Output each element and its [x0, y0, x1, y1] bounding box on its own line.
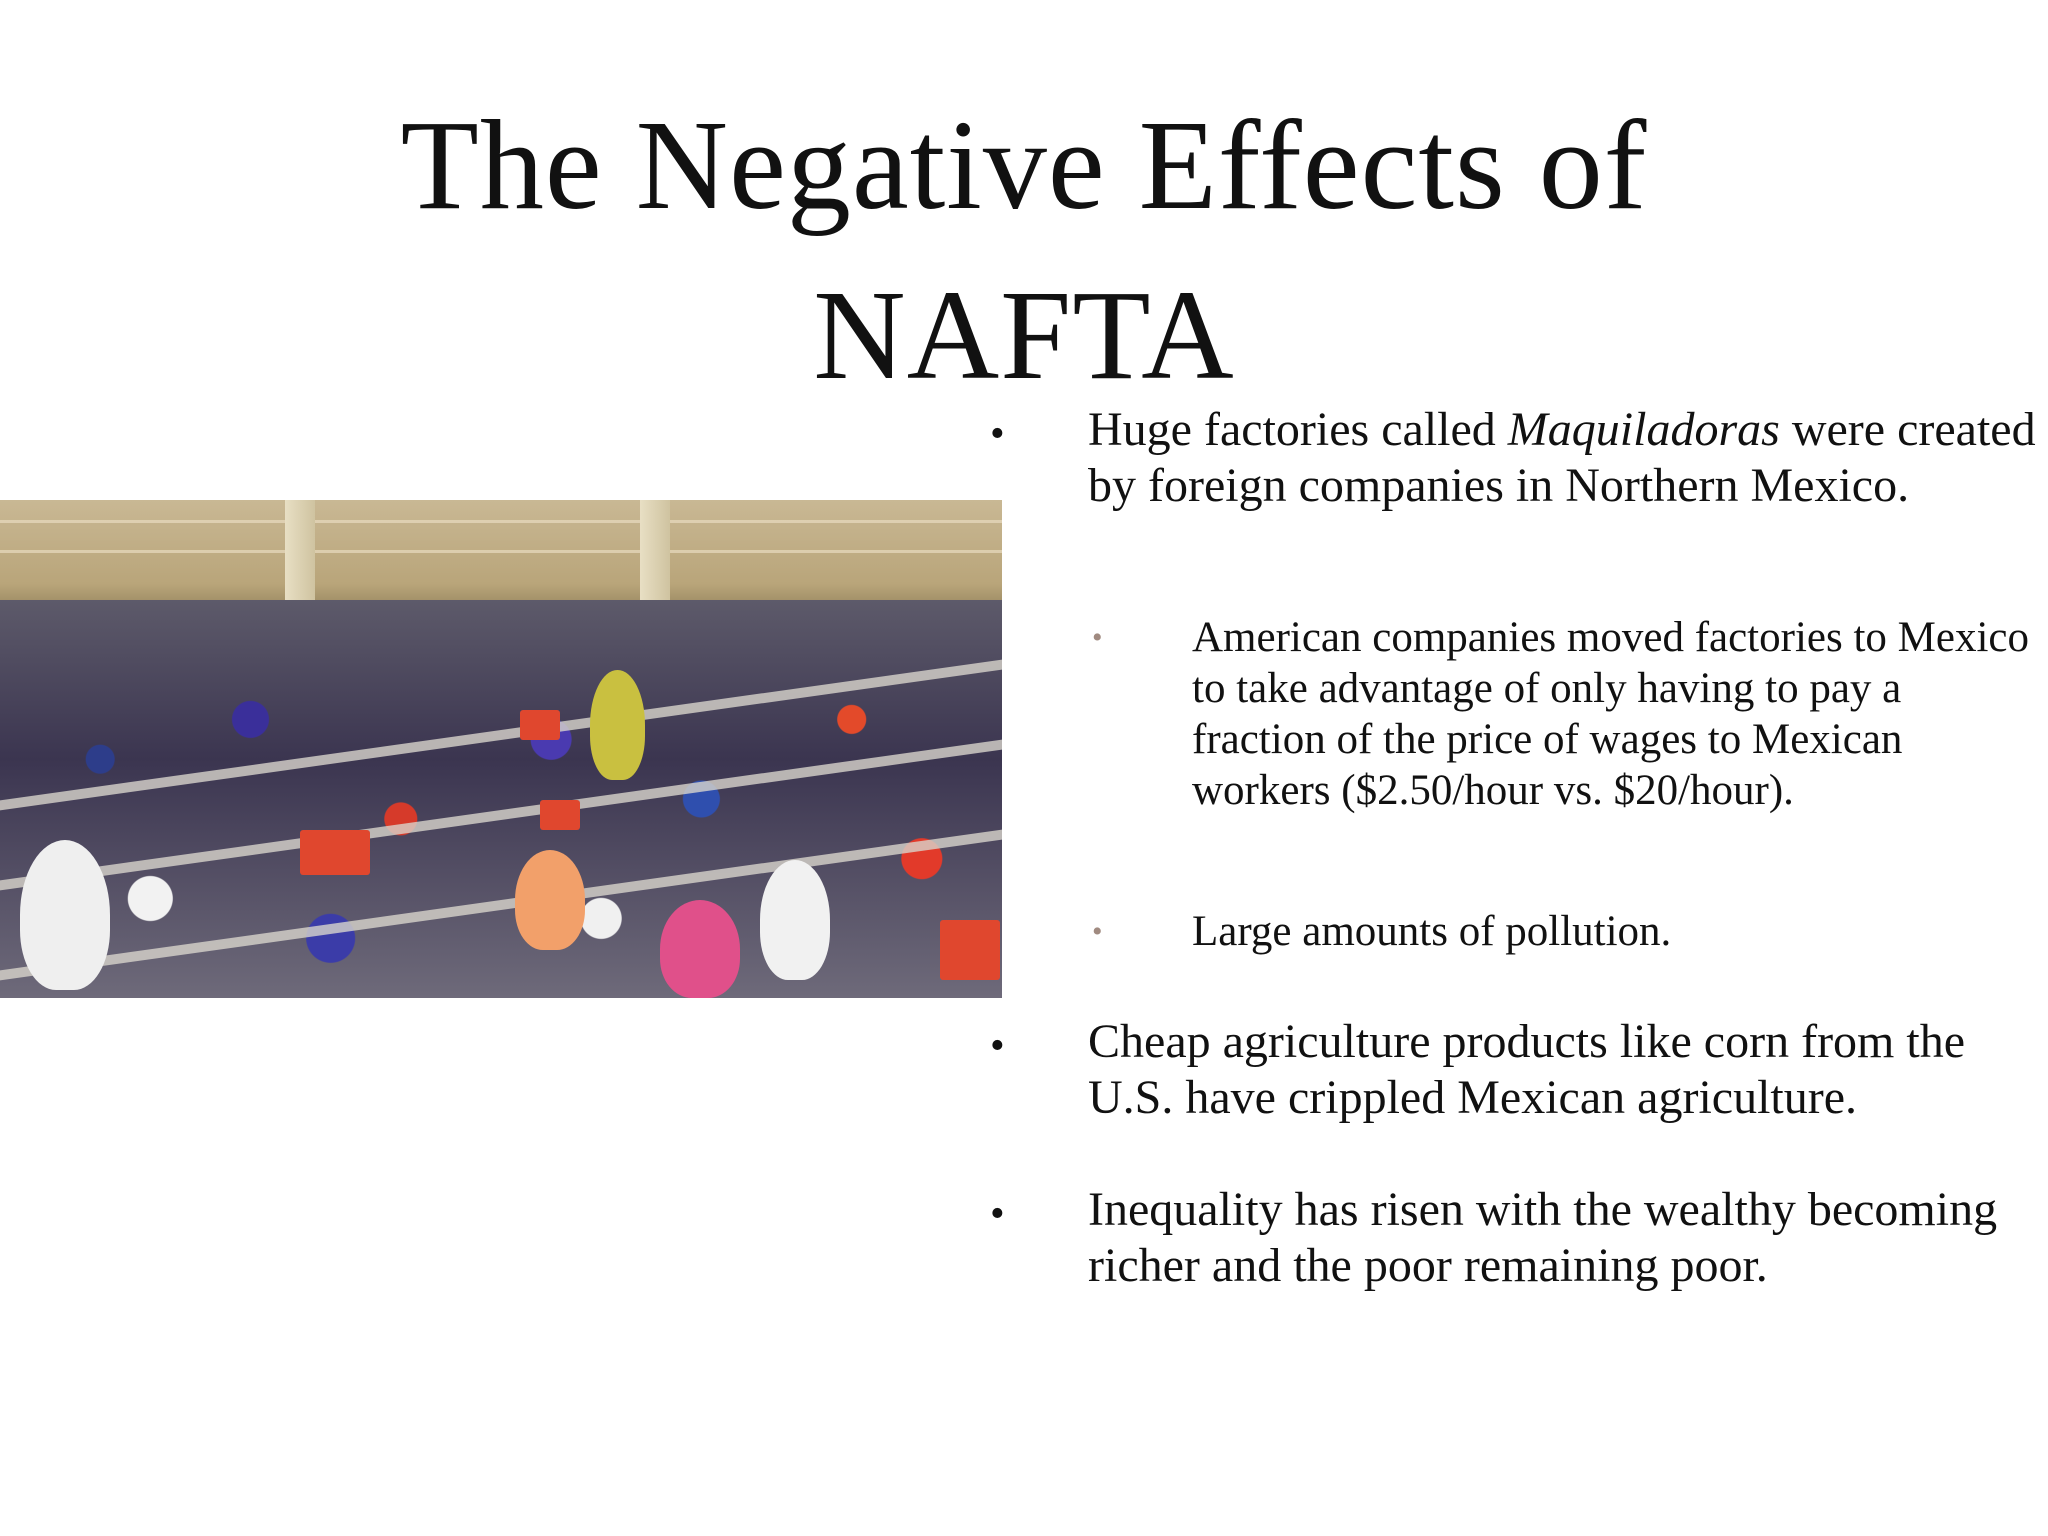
bullet-marker: •: [990, 411, 1005, 457]
bullet-1-text-after: were created by foreign companies in Northern Mexico.: [1088, 403, 2036, 512]
slide-title: [0, 80, 2048, 420]
photo-bin: [540, 800, 580, 830]
slide-title-line-1: The Negative Effects of: [400, 94, 1648, 236]
photo-worker: [590, 670, 645, 780]
photo-floor: [0, 600, 1002, 998]
photo-worker: [760, 860, 830, 980]
sub-bullet-marker: •: [1092, 621, 1103, 654]
bullet-1-italic-term: Maquiladoras: [1507, 403, 1780, 456]
bullet-marker: •: [990, 1023, 1005, 1069]
photo-ceiling-line: [0, 550, 1002, 553]
photo-bin: [520, 710, 560, 740]
bullet-3-text: Inequality has risen with the wealthy becoming richer and the poor remaining poor.: [1088, 1183, 1998, 1292]
bullet-2-text: Cheap agriculture products like corn from the U.S. have crippled Mexican agriculture.: [1088, 1015, 1966, 1124]
slide-title-line-2: NAFTA: [813, 264, 1235, 406]
factory-photo: [0, 500, 1002, 998]
photo-worker: [515, 850, 585, 950]
photo-worker: [660, 900, 740, 998]
bullet-marker: •: [990, 1191, 1005, 1237]
sub-bullet-2-text: Large amounts of pollution.: [1192, 908, 1672, 955]
bullet-1-text-before: Huge factories called: [1088, 403, 1508, 456]
sub-bullet-marker: •: [1092, 915, 1103, 948]
photo-ceiling-line: [0, 520, 1002, 523]
sub-bullet-1-text: American companies moved factories to Mexico to take advantage of only having to pay a fraction of the price of wages to Mexican workers ($2.50/hour vs. $20/hour).: [1192, 614, 2030, 814]
photo-bin: [940, 920, 1000, 980]
photo-bin: [300, 830, 370, 875]
photo-worker: [20, 840, 110, 990]
bullet-1-text: [1088, 402, 2043, 514]
